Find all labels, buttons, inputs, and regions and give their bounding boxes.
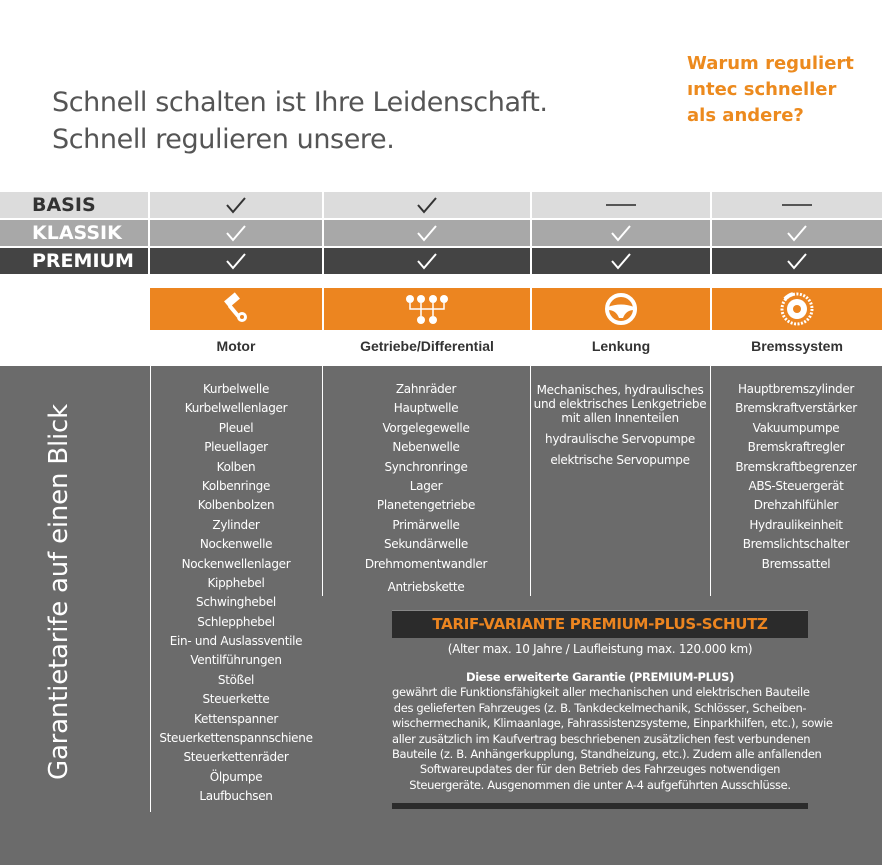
list-item: Planetengetriebe bbox=[376, 498, 476, 513]
tariff-cell bbox=[148, 248, 322, 274]
premium-plus-text-line: Bauteile (z. B. Anhängerkupplung, Standheizung, etc.). Zudem alle anfallenden bbox=[392, 747, 822, 762]
premium-plus-subtitle: (Alter max. 10 Jahre / Laufleistung max. 120.000 km) bbox=[447, 642, 753, 656]
list-item: elektrische Servopumpe bbox=[550, 453, 690, 467]
list-item: Vorgelegewelle bbox=[382, 420, 470, 435]
tariff-cell bbox=[710, 248, 882, 274]
list-item: Kolbenbolzen bbox=[197, 498, 275, 513]
list-item: Stößel bbox=[217, 672, 255, 687]
dash-icon bbox=[606, 204, 636, 206]
lenkung-parts-list bbox=[530, 383, 710, 467]
column-header-bremssystem: Bremssystem bbox=[751, 338, 843, 354]
gearbox-icon bbox=[402, 292, 452, 326]
check-icon bbox=[416, 252, 438, 270]
premium-plus-description bbox=[392, 670, 833, 793]
premium-plus-text-line: gewährt die Funktionsfähigkeit aller mechanischen und elektrischen Bauteile bbox=[392, 685, 810, 700]
premium-plus-heading: Diese erweiterte Garantie (PREMIUM-PLUS) bbox=[466, 670, 734, 684]
tariff-label: KLASSIK bbox=[32, 222, 122, 244]
promo-question-line-3: als andere? bbox=[687, 105, 804, 126]
premium-plus-bottom-bar bbox=[392, 803, 808, 809]
premium-plus-title: TARIF-VARIANTE PREMIUM-PLUS-SCHUTZ bbox=[432, 615, 768, 633]
list-item: Drehzahlfühler bbox=[753, 498, 839, 513]
list-item: Kipphebel bbox=[207, 575, 265, 590]
piston-icon bbox=[219, 292, 253, 326]
check-icon bbox=[786, 252, 808, 270]
premium-plus-text-line: des gelieferten Fahrzeuges (z. B. Tankdeckelmechanik, Schlösser, Scheiben- bbox=[393, 700, 807, 715]
list-item: Drehmomentwandler bbox=[364, 556, 488, 571]
brake-disc-icon bbox=[779, 291, 815, 327]
list-item: Kurbelwellenlager bbox=[184, 401, 288, 416]
list-item: Kettenspanner bbox=[194, 711, 278, 726]
check-icon bbox=[786, 224, 808, 242]
list-item: Steuerkettenräder bbox=[183, 750, 289, 765]
premium-plus-text-line: Softwareupdates der für den Betrieb des Fahrzeuges notwendigen bbox=[419, 762, 781, 777]
tariff-cell bbox=[710, 192, 882, 218]
check-icon bbox=[225, 252, 247, 270]
promo-question-line-1: Warum reguliert bbox=[687, 53, 854, 74]
list-item: Lager bbox=[409, 478, 443, 493]
tariff-row-premium bbox=[0, 248, 882, 274]
list-item: Steuerkette bbox=[202, 692, 270, 707]
list-item: Steuerkettenspannschiene bbox=[159, 731, 313, 746]
tariff-label: PREMIUM bbox=[32, 250, 134, 272]
getriebe-parts-list bbox=[322, 380, 530, 597]
list-item: Zylinder bbox=[212, 517, 260, 532]
list-item-line: Mechanisches, hydraulisches bbox=[536, 383, 704, 397]
tariff-cell bbox=[322, 220, 530, 246]
brems-icon-box bbox=[712, 288, 882, 330]
tariff-cell bbox=[322, 248, 530, 274]
list-item: Nebenwelle bbox=[392, 440, 460, 455]
list-item: Ölpumpe bbox=[209, 769, 263, 784]
side-title: Garantietarife auf einen Blick bbox=[44, 404, 74, 780]
motor-icon-box bbox=[150, 288, 322, 330]
list-item: Bremskraftverstärker bbox=[735, 401, 857, 416]
list-item: Kurbelwelle bbox=[202, 382, 270, 396]
list-item: Antriebskette bbox=[387, 579, 465, 594]
list-item: Bremslichtschalter bbox=[742, 537, 850, 552]
list-item: Zahnräder bbox=[395, 382, 457, 396]
list-item: Ein- und Auslassventile bbox=[169, 634, 303, 649]
steering-wheel-icon bbox=[604, 292, 638, 326]
promo-question[interactable] bbox=[687, 51, 854, 129]
tariff-cell bbox=[530, 220, 710, 246]
check-icon bbox=[610, 252, 632, 270]
premium-plus-text-line: aller zusätzlich im Kaufvertrag beschriebenen zusätzlichen fest verbundenen bbox=[392, 731, 811, 746]
check-icon bbox=[610, 224, 632, 242]
list-item-line: mit allen Innenteilen bbox=[561, 411, 679, 425]
tariff-cell bbox=[530, 192, 710, 218]
column-header-lenkung: Lenkung bbox=[591, 338, 651, 354]
list-item: Synchronringe bbox=[384, 459, 468, 474]
headline-line-2: Schnell regulieren unsere. bbox=[52, 124, 395, 155]
tariff-row-basis bbox=[0, 192, 882, 218]
check-icon bbox=[225, 224, 247, 242]
check-icon bbox=[225, 196, 247, 214]
list-item: Pleuel bbox=[218, 420, 254, 435]
lenkung-icon-box bbox=[532, 288, 710, 330]
list-item: Hauptbremszylinder bbox=[737, 382, 855, 396]
list-item: Nockenwellenlager bbox=[181, 556, 291, 571]
tariff-cell bbox=[710, 220, 882, 246]
list-item: Pleuellager bbox=[204, 440, 268, 455]
list-item: hydraulische Servopumpe bbox=[545, 432, 695, 446]
list-item: Nockenwelle bbox=[199, 537, 273, 552]
tariff-cell bbox=[148, 192, 322, 218]
list-item: Bremskraftregler bbox=[747, 440, 845, 455]
headline bbox=[52, 84, 548, 158]
dash-icon bbox=[782, 204, 812, 206]
list-item bbox=[530, 383, 710, 425]
tariff-cell bbox=[322, 192, 530, 218]
premium-plus-text-line: wischermechanik, Klimaanlage, Fahrassistenzsysteme, Einparkhilfen, etc.), sowie bbox=[392, 716, 833, 731]
tariff-cell bbox=[530, 248, 710, 274]
list-item: Vakuumpumpe bbox=[752, 420, 840, 435]
premium-plus-banner bbox=[392, 610, 808, 638]
list-item: Schwinghebel bbox=[196, 595, 276, 610]
promo-question-line-2: ıntec schneller bbox=[687, 79, 837, 100]
column-header-getriebe: Getriebe/Differential bbox=[360, 338, 494, 354]
column-header-motor: Motor bbox=[216, 338, 256, 354]
tariff-label: BASIS bbox=[32, 194, 96, 216]
list-item: Ventilführungen bbox=[190, 653, 282, 668]
brems-parts-list bbox=[710, 380, 882, 574]
headline-line-1: Schnell schalten ist Ihre Leidenschaft. bbox=[52, 87, 548, 118]
motor-parts-list bbox=[150, 380, 322, 807]
premium-plus-text-line: Steuergeräte. Ausgenommen die unter A-4 aufgeführten Ausschlüsse. bbox=[409, 777, 791, 792]
check-icon bbox=[416, 196, 438, 214]
tariff-row-klassik bbox=[0, 220, 882, 246]
getriebe-icon-box bbox=[324, 288, 530, 330]
list-item: Hydraulikeinheit bbox=[749, 517, 843, 532]
list-item: Primärwelle bbox=[392, 517, 460, 532]
tariff-cell bbox=[148, 220, 322, 246]
list-item: Bremssattel bbox=[761, 556, 831, 571]
list-item: Hauptwelle bbox=[393, 401, 459, 416]
list-item: Kolben bbox=[216, 459, 256, 474]
list-item: ABS-Steuergerät bbox=[748, 478, 844, 493]
list-item: Bremskraftbegrenzer bbox=[735, 459, 857, 474]
list-item: Laufbuchsen bbox=[199, 789, 273, 804]
list-item: Kolbenringe bbox=[201, 478, 271, 493]
list-item: Sekundärwelle bbox=[383, 537, 469, 552]
list-item: Schlepphebel bbox=[197, 614, 275, 629]
list-item-line: und elektrisches Lenkgetriebe bbox=[533, 397, 707, 411]
check-icon bbox=[416, 224, 438, 242]
